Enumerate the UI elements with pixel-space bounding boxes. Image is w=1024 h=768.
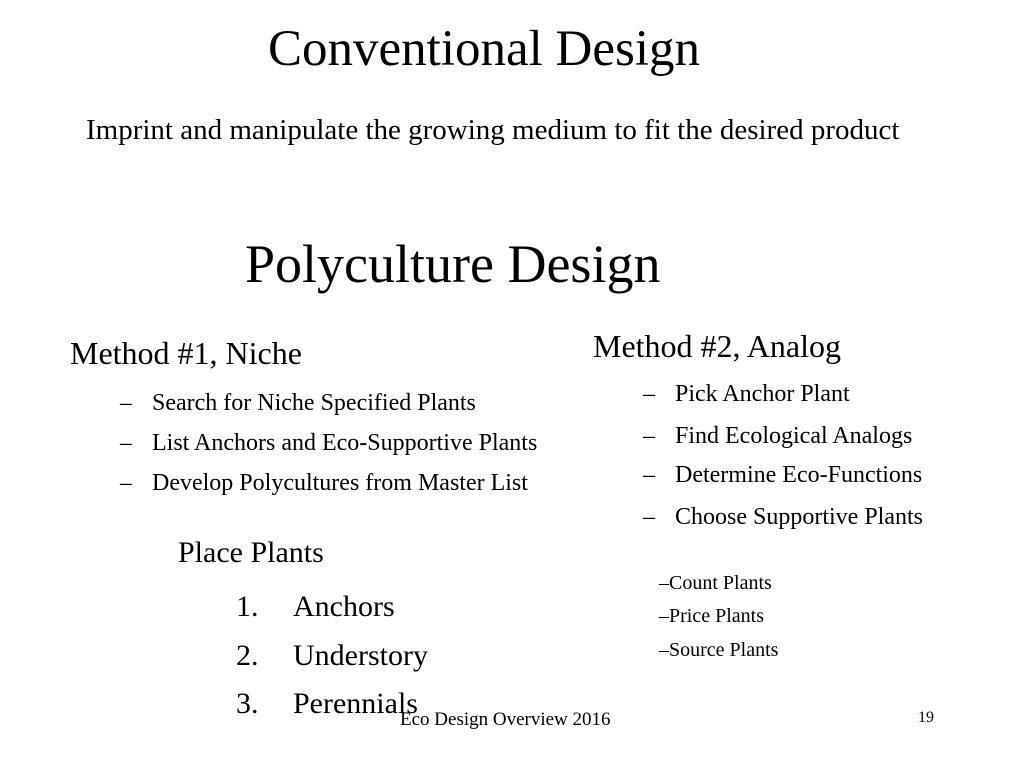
page-number: 19 (918, 709, 934, 726)
method1-bullet (120, 431, 537, 455)
dash-marker: – (659, 639, 669, 661)
method2-bullet-text: Find Ecological Analogs (675, 423, 913, 449)
item-number: 3. (236, 687, 259, 720)
place-plants-item (236, 689, 418, 719)
method1-heading: Method #1, Niche (70, 335, 302, 371)
method2-bullet-text: Pick Anchor Plant (675, 381, 850, 407)
method2-bullet (643, 424, 912, 448)
method2-heading: Method #2, Analog (593, 328, 841, 364)
method1-bullet-text: List Anchors and Eco-Supportive Plants (152, 430, 538, 456)
method2-sub-bullet (659, 606, 764, 626)
method2-bullet (643, 382, 850, 406)
item-label: Understory (293, 639, 428, 672)
method1-bullet-text: Develop Polycultures from Master List (152, 470, 528, 496)
dash-marker: – (659, 572, 669, 594)
dash-marker: – (120, 390, 132, 416)
method2-sub-bullet-text: Price Plants (669, 605, 764, 627)
place-plants-item (236, 592, 395, 622)
method2-sub-bullet-text: Count Plants (669, 572, 772, 594)
item-label: Anchors (293, 590, 395, 623)
method1-bullet (120, 391, 476, 415)
method2-bullet (643, 505, 923, 529)
method2-sub-bullet-text: Source Plants (669, 639, 779, 661)
dash-marker: – (120, 470, 132, 496)
item-number: 2. (236, 639, 259, 672)
item-number: 1. (236, 590, 259, 623)
method2-sub-bullet (659, 640, 778, 660)
dash-marker: – (120, 430, 132, 456)
conventional-design-description: Imprint and manipulate the growing medium to fit the desired product (86, 114, 900, 146)
slide-title: Conventional Design (268, 21, 701, 77)
dash-marker: – (643, 423, 655, 449)
section-title: Polyculture Design (245, 234, 661, 294)
method2-bullet (643, 463, 922, 487)
item-label: Perennials (293, 687, 418, 720)
method2-bullet-text: Determine Eco-Functions (675, 462, 923, 488)
dash-marker: – (643, 504, 655, 530)
dash-marker: – (643, 381, 655, 407)
place-plants-item (236, 641, 428, 671)
method1-bullet-text: Search for Niche Specified Plants (152, 390, 476, 416)
method2-bullet-text: Choose Supportive Plants (675, 504, 924, 530)
place-plants-heading: Place Plants (178, 536, 324, 569)
method2-sub-bullet (659, 573, 772, 593)
slide-footer: Eco Design Overview 2016 (400, 709, 611, 730)
dash-marker: – (643, 462, 655, 488)
dash-marker: – (659, 605, 669, 627)
method1-bullet (120, 471, 528, 495)
